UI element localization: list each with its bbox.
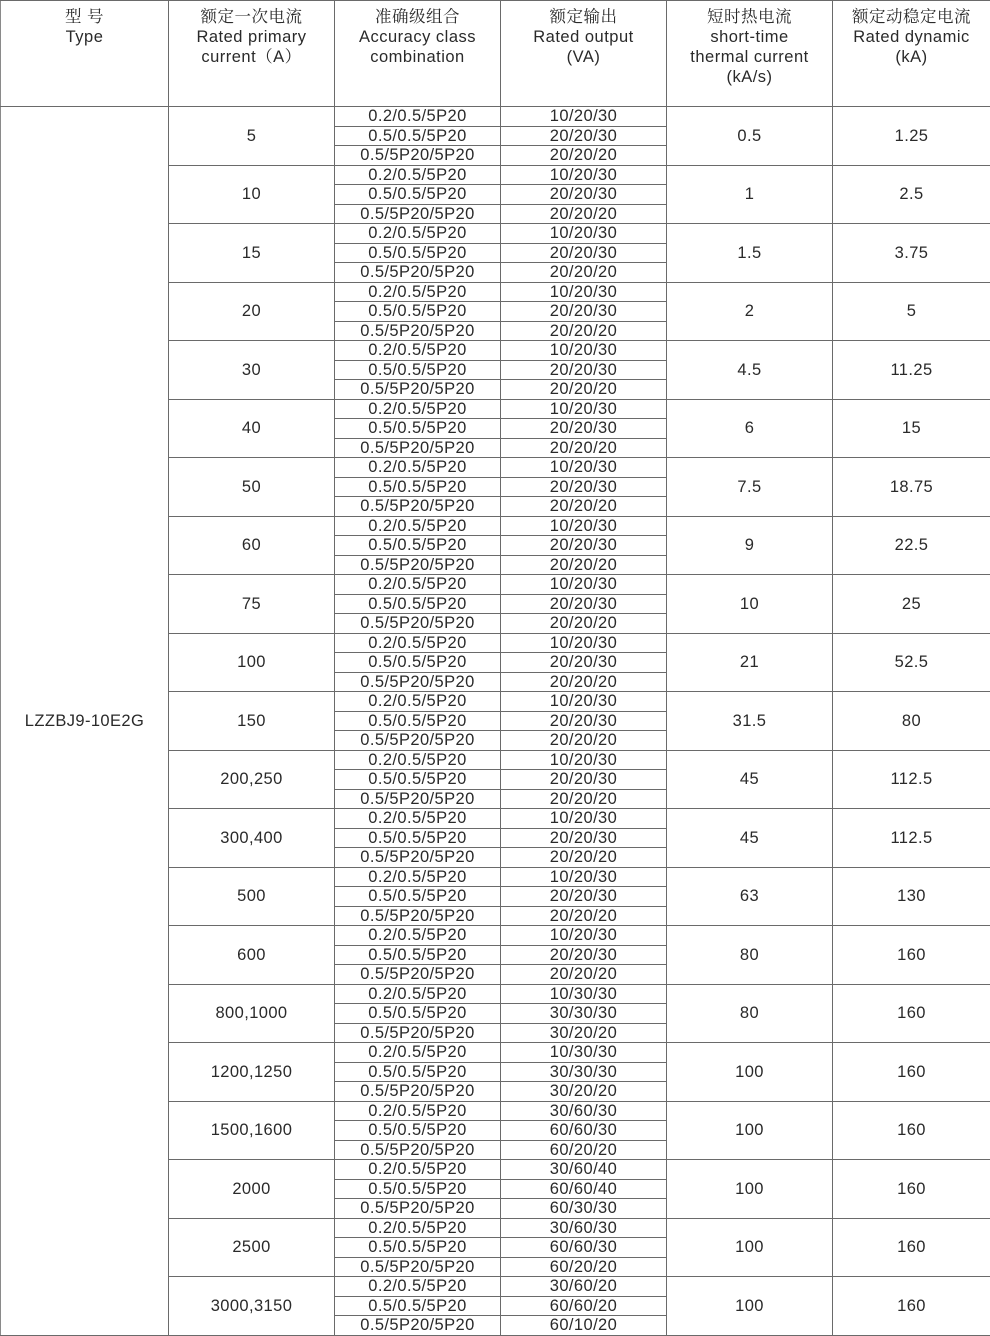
thermal-current-cell: 9 (667, 516, 833, 575)
output-cell: 10/20/30 (501, 399, 667, 419)
spec-body (1, 107, 990, 1336)
header-dynamic-en2: (kA) (833, 47, 990, 67)
dynamic-current-cell: 5 (833, 282, 990, 341)
output-cell: 20/20/30 (501, 945, 667, 965)
output-cell: 20/20/20 (501, 146, 667, 166)
thermal-current-cell: 21 (667, 633, 833, 692)
accuracy-cell: 0.2/0.5/5P20 (335, 984, 501, 1004)
primary-current-cell: 10 (169, 165, 335, 224)
header-accuracy-en2: combination (335, 47, 500, 67)
thermal-current-cell: 100 (667, 1160, 833, 1219)
header-thermal (667, 1, 833, 107)
output-cell: 30/20/20 (501, 1023, 667, 1043)
accuracy-cell: 0.5/0.5/5P20 (335, 828, 501, 848)
accuracy-cell: 0.2/0.5/5P20 (335, 516, 501, 536)
output-cell: 10/20/30 (501, 633, 667, 653)
primary-current-cell: 30 (169, 341, 335, 400)
output-cell: 20/20/20 (501, 380, 667, 400)
header-row (1, 1, 990, 107)
header-type-cn: 型 号 (1, 7, 168, 27)
accuracy-cell: 0.5/0.5/5P20 (335, 1004, 501, 1024)
header-type-en: Type (1, 27, 168, 47)
primary-current-cell: 800,1000 (169, 984, 335, 1043)
output-cell: 60/10/20 (501, 1316, 667, 1336)
dynamic-current-cell: 25 (833, 575, 990, 634)
output-cell: 60/20/20 (501, 1257, 667, 1277)
accuracy-cell: 0.2/0.5/5P20 (335, 1101, 501, 1121)
accuracy-cell: 0.2/0.5/5P20 (335, 1218, 501, 1238)
output-cell: 20/20/20 (501, 555, 667, 575)
output-cell: 20/20/20 (501, 438, 667, 458)
primary-current-cell: 200,250 (169, 750, 335, 809)
output-cell: 30/30/30 (501, 1004, 667, 1024)
accuracy-cell: 0.5/0.5/5P20 (335, 477, 501, 497)
thermal-current-cell: 0.5 (667, 107, 833, 166)
header-thermal-en3: (kA/s) (667, 67, 832, 87)
thermal-current-cell: 80 (667, 926, 833, 985)
output-cell: 60/30/30 (501, 1199, 667, 1219)
output-cell: 10/20/30 (501, 107, 667, 127)
accuracy-cell: 0.5/5P20/5P20 (335, 614, 501, 634)
thermal-current-cell: 100 (667, 1218, 833, 1277)
accuracy-cell: 0.2/0.5/5P20 (335, 1160, 501, 1180)
output-cell: 30/60/30 (501, 1101, 667, 1121)
accuracy-cell: 0.2/0.5/5P20 (335, 282, 501, 302)
output-cell: 10/20/30 (501, 341, 667, 361)
primary-current-cell: 2500 (169, 1218, 335, 1277)
output-cell: 20/20/30 (501, 828, 667, 848)
output-cell: 30/30/30 (501, 1062, 667, 1082)
accuracy-cell: 0.5/5P20/5P20 (335, 1199, 501, 1219)
output-cell: 10/20/30 (501, 809, 667, 829)
thermal-current-cell: 100 (667, 1277, 833, 1336)
primary-current-cell: 300,400 (169, 809, 335, 868)
accuracy-cell: 0.2/0.5/5P20 (335, 692, 501, 712)
accuracy-cell: 0.5/0.5/5P20 (335, 419, 501, 439)
dynamic-current-cell: 15 (833, 399, 990, 458)
header-output-en2: (VA) (501, 47, 666, 67)
output-cell: 60/60/30 (501, 1238, 667, 1258)
header-thermal-cn: 短时热电流 (667, 7, 832, 27)
output-cell: 10/20/30 (501, 458, 667, 478)
header-accuracy-en1: Accuracy class (335, 27, 500, 47)
accuracy-cell: 0.2/0.5/5P20 (335, 107, 501, 127)
accuracy-cell: 0.5/5P20/5P20 (335, 380, 501, 400)
header-output-en1: Rated output (501, 27, 666, 47)
output-cell: 20/20/20 (501, 906, 667, 926)
output-cell: 20/20/30 (501, 594, 667, 614)
output-cell: 20/20/30 (501, 653, 667, 673)
accuracy-cell: 0.5/5P20/5P20 (335, 497, 501, 517)
accuracy-cell: 0.5/0.5/5P20 (335, 887, 501, 907)
accuracy-cell: 0.5/5P20/5P20 (335, 263, 501, 283)
accuracy-cell: 0.2/0.5/5P20 (335, 1277, 501, 1297)
header-thermal-en2: thermal current (667, 47, 832, 67)
output-cell: 20/20/30 (501, 126, 667, 146)
output-cell: 20/20/30 (501, 477, 667, 497)
accuracy-cell: 0.5/0.5/5P20 (335, 770, 501, 790)
primary-current-cell: 15 (169, 224, 335, 283)
accuracy-cell: 0.5/0.5/5P20 (335, 360, 501, 380)
accuracy-cell: 0.5/5P20/5P20 (335, 1082, 501, 1102)
output-cell: 20/20/30 (501, 185, 667, 205)
output-cell: 10/20/30 (501, 516, 667, 536)
primary-current-cell: 5 (169, 107, 335, 166)
thermal-current-cell: 7.5 (667, 458, 833, 517)
thermal-current-cell: 2 (667, 282, 833, 341)
header-dynamic-cn: 额定动稳定电流 (833, 7, 990, 27)
output-cell: 10/20/30 (501, 750, 667, 770)
table-row (1, 107, 990, 127)
dynamic-current-cell: 80 (833, 692, 990, 751)
accuracy-cell: 0.5/0.5/5P20 (335, 1238, 501, 1258)
dynamic-current-cell: 160 (833, 1160, 990, 1219)
accuracy-cell: 0.5/0.5/5P20 (335, 302, 501, 322)
thermal-current-cell: 45 (667, 750, 833, 809)
header-primary-current-cn: 额定一次电流 (169, 7, 334, 27)
output-cell: 20/20/20 (501, 614, 667, 634)
output-cell: 30/60/20 (501, 1277, 667, 1297)
output-cell: 60/60/20 (501, 1296, 667, 1316)
dynamic-current-cell: 160 (833, 1277, 990, 1336)
dynamic-current-cell: 160 (833, 1101, 990, 1160)
dynamic-current-cell: 112.5 (833, 750, 990, 809)
dynamic-current-cell: 160 (833, 1043, 990, 1102)
accuracy-cell: 0.2/0.5/5P20 (335, 1043, 501, 1063)
accuracy-cell: 0.5/5P20/5P20 (335, 1023, 501, 1043)
output-cell: 20/20/30 (501, 419, 667, 439)
output-cell: 10/20/30 (501, 926, 667, 946)
output-cell: 20/20/30 (501, 770, 667, 790)
thermal-current-cell: 80 (667, 984, 833, 1043)
primary-current-cell: 40 (169, 399, 335, 458)
header-primary-current-en1: Rated primary (169, 27, 334, 47)
accuracy-cell: 0.2/0.5/5P20 (335, 165, 501, 185)
primary-current-cell: 500 (169, 867, 335, 926)
accuracy-cell: 0.5/0.5/5P20 (335, 243, 501, 263)
output-cell: 10/20/30 (501, 282, 667, 302)
accuracy-cell: 0.5/5P20/5P20 (335, 204, 501, 224)
accuracy-cell: 0.5/5P20/5P20 (335, 672, 501, 692)
output-cell: 20/20/30 (501, 711, 667, 731)
header-primary-current (169, 1, 335, 107)
output-cell: 20/20/30 (501, 360, 667, 380)
accuracy-cell: 0.5/5P20/5P20 (335, 906, 501, 926)
dynamic-current-cell: 11.25 (833, 341, 990, 400)
accuracy-cell: 0.5/0.5/5P20 (335, 1179, 501, 1199)
output-cell: 20/20/30 (501, 536, 667, 556)
output-cell: 60/20/20 (501, 1140, 667, 1160)
dynamic-current-cell: 2.5 (833, 165, 990, 224)
accuracy-cell: 0.5/5P20/5P20 (335, 1257, 501, 1277)
header-dynamic (833, 1, 990, 107)
header-thermal-en1: short-time (667, 27, 832, 47)
thermal-current-cell: 100 (667, 1043, 833, 1102)
output-cell: 10/20/30 (501, 867, 667, 887)
output-cell: 20/20/20 (501, 672, 667, 692)
thermal-current-cell: 31.5 (667, 692, 833, 751)
thermal-current-cell: 4.5 (667, 341, 833, 400)
accuracy-cell: 0.5/0.5/5P20 (335, 594, 501, 614)
primary-current-cell: 150 (169, 692, 335, 751)
thermal-current-cell: 100 (667, 1101, 833, 1160)
output-cell: 20/20/30 (501, 302, 667, 322)
accuracy-cell: 0.5/5P20/5P20 (335, 789, 501, 809)
accuracy-cell: 0.5/0.5/5P20 (335, 1062, 501, 1082)
thermal-current-cell: 1 (667, 165, 833, 224)
dynamic-current-cell: 18.75 (833, 458, 990, 517)
output-cell: 10/20/30 (501, 224, 667, 244)
accuracy-cell: 0.5/5P20/5P20 (335, 321, 501, 341)
output-cell: 10/20/30 (501, 165, 667, 185)
dynamic-current-cell: 130 (833, 867, 990, 926)
thermal-current-cell: 45 (667, 809, 833, 868)
accuracy-cell: 0.2/0.5/5P20 (335, 750, 501, 770)
model-cell: LZZBJ9-10E2G (1, 107, 169, 1336)
primary-current-cell: 75 (169, 575, 335, 634)
thermal-current-cell: 10 (667, 575, 833, 634)
accuracy-cell: 0.2/0.5/5P20 (335, 458, 501, 478)
primary-current-cell: 60 (169, 516, 335, 575)
primary-current-cell: 2000 (169, 1160, 335, 1219)
dynamic-current-cell: 22.5 (833, 516, 990, 575)
accuracy-cell: 0.2/0.5/5P20 (335, 809, 501, 829)
accuracy-cell: 0.5/0.5/5P20 (335, 126, 501, 146)
accuracy-cell: 0.5/0.5/5P20 (335, 945, 501, 965)
header-output (501, 1, 667, 107)
header-output-cn: 额定输出 (501, 7, 666, 27)
header-primary-current-en2: current（A） (169, 47, 334, 67)
accuracy-cell: 0.5/0.5/5P20 (335, 1121, 501, 1141)
header-type (1, 1, 169, 107)
accuracy-cell: 0.5/5P20/5P20 (335, 438, 501, 458)
output-cell: 20/20/30 (501, 243, 667, 263)
accuracy-cell: 0.2/0.5/5P20 (335, 399, 501, 419)
output-cell: 20/20/20 (501, 731, 667, 751)
accuracy-cell: 0.5/0.5/5P20 (335, 185, 501, 205)
output-cell: 30/20/20 (501, 1082, 667, 1102)
primary-current-cell: 100 (169, 633, 335, 692)
accuracy-cell: 0.5/5P20/5P20 (335, 1140, 501, 1160)
accuracy-cell: 0.5/5P20/5P20 (335, 731, 501, 751)
accuracy-cell: 0.5/5P20/5P20 (335, 848, 501, 868)
header-accuracy-cn: 准确级组合 (335, 7, 500, 27)
accuracy-cell: 0.5/0.5/5P20 (335, 711, 501, 731)
accuracy-cell: 0.5/5P20/5P20 (335, 555, 501, 575)
output-cell: 20/20/20 (501, 789, 667, 809)
thermal-current-cell: 1.5 (667, 224, 833, 283)
accuracy-cell: 0.2/0.5/5P20 (335, 575, 501, 595)
accuracy-cell: 0.2/0.5/5P20 (335, 341, 501, 361)
accuracy-cell: 0.5/0.5/5P20 (335, 536, 501, 556)
primary-current-cell: 1200,1250 (169, 1043, 335, 1102)
dynamic-current-cell: 52.5 (833, 633, 990, 692)
accuracy-cell: 0.2/0.5/5P20 (335, 867, 501, 887)
dynamic-current-cell: 160 (833, 1218, 990, 1277)
primary-current-cell: 50 (169, 458, 335, 517)
dynamic-current-cell: 112.5 (833, 809, 990, 868)
output-cell: 10/30/30 (501, 984, 667, 1004)
output-cell: 20/20/20 (501, 965, 667, 985)
accuracy-cell: 0.5/0.5/5P20 (335, 1296, 501, 1316)
output-cell: 60/60/40 (501, 1179, 667, 1199)
dynamic-current-cell: 3.75 (833, 224, 990, 283)
output-cell: 10/20/30 (501, 575, 667, 595)
accuracy-cell: 0.5/5P20/5P20 (335, 965, 501, 985)
output-cell: 10/30/30 (501, 1043, 667, 1063)
output-cell: 30/60/40 (501, 1160, 667, 1180)
accuracy-cell: 0.2/0.5/5P20 (335, 224, 501, 244)
primary-current-cell: 20 (169, 282, 335, 341)
thermal-current-cell: 63 (667, 867, 833, 926)
accuracy-cell: 0.5/0.5/5P20 (335, 653, 501, 673)
output-cell: 20/20/20 (501, 321, 667, 341)
primary-current-cell: 1500,1600 (169, 1101, 335, 1160)
thermal-current-cell: 6 (667, 399, 833, 458)
accuracy-cell: 0.2/0.5/5P20 (335, 633, 501, 653)
header-accuracy (335, 1, 501, 107)
header-dynamic-en1: Rated dynamic (833, 27, 990, 47)
output-cell: 20/20/30 (501, 887, 667, 907)
dynamic-current-cell: 160 (833, 926, 990, 985)
output-cell: 60/60/30 (501, 1121, 667, 1141)
primary-current-cell: 600 (169, 926, 335, 985)
accuracy-cell: 0.5/5P20/5P20 (335, 1316, 501, 1336)
accuracy-cell: 0.5/5P20/5P20 (335, 146, 501, 166)
output-cell: 20/20/20 (501, 497, 667, 517)
accuracy-cell: 0.2/0.5/5P20 (335, 926, 501, 946)
output-cell: 20/20/20 (501, 263, 667, 283)
primary-current-cell: 3000,3150 (169, 1277, 335, 1336)
output-cell: 20/20/20 (501, 204, 667, 224)
output-cell: 30/60/30 (501, 1218, 667, 1238)
output-cell: 20/20/20 (501, 848, 667, 868)
output-cell: 10/20/30 (501, 692, 667, 712)
dynamic-current-cell: 160 (833, 984, 990, 1043)
dynamic-current-cell: 1.25 (833, 107, 990, 166)
